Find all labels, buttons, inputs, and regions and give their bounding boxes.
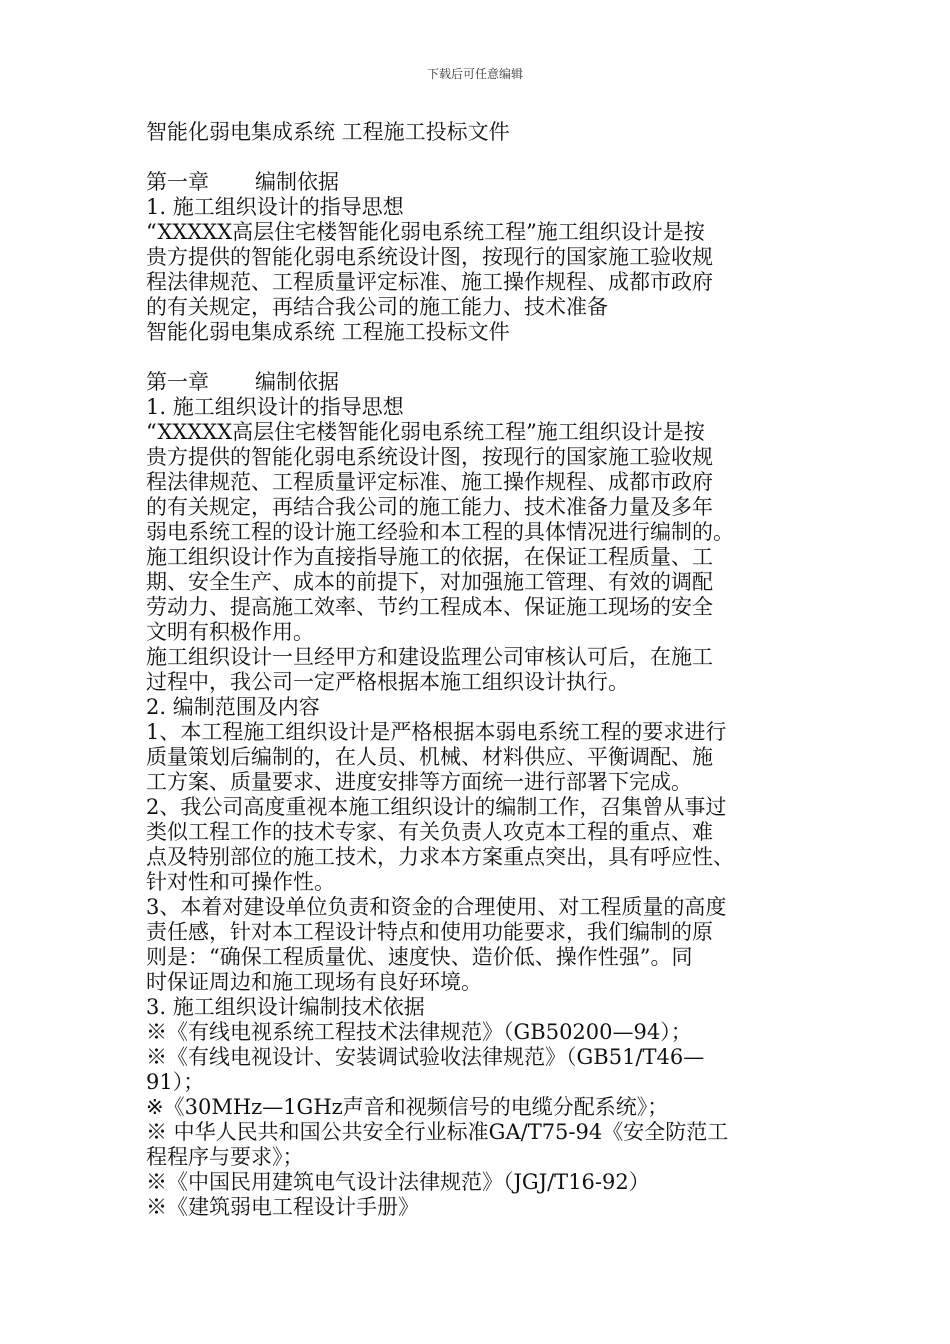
text-line: 1. 施工组织设计的指导思想 [146,395,404,419]
text-line: 的有关规定，再结合我公司的施工能力、技术准备力量及多年 [146,495,713,519]
text-line: 程法律规范、工程质量评定标准、施工操作规程、成都市政府 [146,270,713,294]
blank-line [146,145,816,170]
text-line: 程程序与要求》； [146,1145,304,1169]
text-line: “XXXXX高层住宅楼智能化弱电系统工程”施工组织设计是按 [146,420,705,444]
blank-line [146,345,816,370]
text-line: “XXXXX高层住宅楼智能化弱电系统工程”施工组织设计是按 [146,220,705,244]
text-line: 针对性和可操作性。 [146,870,335,894]
document-body [146,120,816,1220]
text-line: 弱电系统工程的设计施工经验和本工程的具体情况进行编制的。 [146,520,734,544]
text-line: 施工组织设计作为直接指导施工的依据，在保证工程质量、工 [146,545,713,569]
text-line: 2、我公司高度重视本施工组织设计的编制工作，召集曾从事过 [146,795,727,819]
chapter-heading [146,370,816,395]
text-line: 智能化弱电集成系统 工程施工投标文件 [146,320,510,344]
text-line: ※《30MHz—1GHz声音和视频信号的电缆分配系统》； [146,1095,669,1119]
chapter-number: 第一章 [146,370,209,394]
text-line: 1、本工程施工组织设计是严格根据本弱电系统工程的要求进行 [146,720,727,744]
text-line: 过程中，我公司一定严格根据本施工组织设计执行。 [146,670,629,694]
text-line: 1. 施工组织设计的指导思想 [146,195,404,219]
text-line: 期、安全生产、成本的前提下，对加强施工管理、有效的调配 [146,570,713,594]
text-line: ※《建筑弱电工程设计手册》 [146,1195,419,1219]
text-line: 贵方提供的智能化弱电系统设计图，按现行的国家施工验收规 [146,445,713,469]
text-line: ※《有线电视系统工程技术法律规范》（GB50200—94）； [146,1020,692,1044]
text-line: ※ 中华人民共和国公共安全行业标准GA/T75-94《安全防范工 [146,1120,729,1144]
text-line: ※《有线电视设计、安装调试验收法律规范》（GB51/T46— [146,1045,705,1069]
text-line: 智能化弱电集成系统 工程施工投标文件 [146,120,510,144]
text-line: 类似工程工作的技术专家、有关负责人攻克本工程的重点、难 [146,820,713,844]
text-line: 文明有积极作用。 [146,620,314,644]
text-line: 责任感，针对本工程设计特点和使用功能要求，我们编制的原 [146,920,713,944]
text-line: 2. 编制范围及内容 [146,695,320,719]
text-line: 点及特别部位的施工技术，力求本方案重点突出，具有呼应性、 [146,845,734,869]
text-line: 3、本着对建设单位负责和资金的合理使用、对工程质量的高度 [146,895,727,919]
text-line: 质量策划后编制的，在人员、机械、材料供应、平衡调配、施 [146,745,713,769]
text-line: 劳动力、提高施工效率、节约工程成本、保证施工现场的安全 [146,595,713,619]
chapter-title: 编制依据 [255,170,339,194]
text-line: 贵方提供的智能化弱电系统设计图，按现行的国家施工验收规 [146,245,713,269]
text-line: ※《中国民用建筑电气设计法律规范》（JGJ/T16-92） [146,1170,650,1194]
text-line: 91）； [146,1070,205,1094]
text-line: 则是：“确保工程质量优、速度快、造价低、操作性强”。同 [146,945,693,969]
chapter-title: 编制依据 [255,370,339,394]
chapter-number: 第一章 [146,170,209,194]
text-line: 程法律规范、工程质量评定标准、施工操作规程、成都市政府 [146,470,713,494]
chapter-heading [146,170,816,195]
page-header: 下载后可任意编辑 [426,67,523,81]
text-line: 时保证周边和施工现场有良好环境。 [146,970,482,994]
text-line: 施工组织设计一旦经甲方和建设监理公司审核认可后，在施工 [146,645,713,669]
text-line: 的有关规定，再结合我公司的施工能力、技术准备 [146,295,608,319]
text-line: 工方案、质量要求、进度安排等方面统一进行部署下完成。 [146,770,692,794]
text-line: 3. 施工组织设计编制技术依据 [146,995,425,1019]
